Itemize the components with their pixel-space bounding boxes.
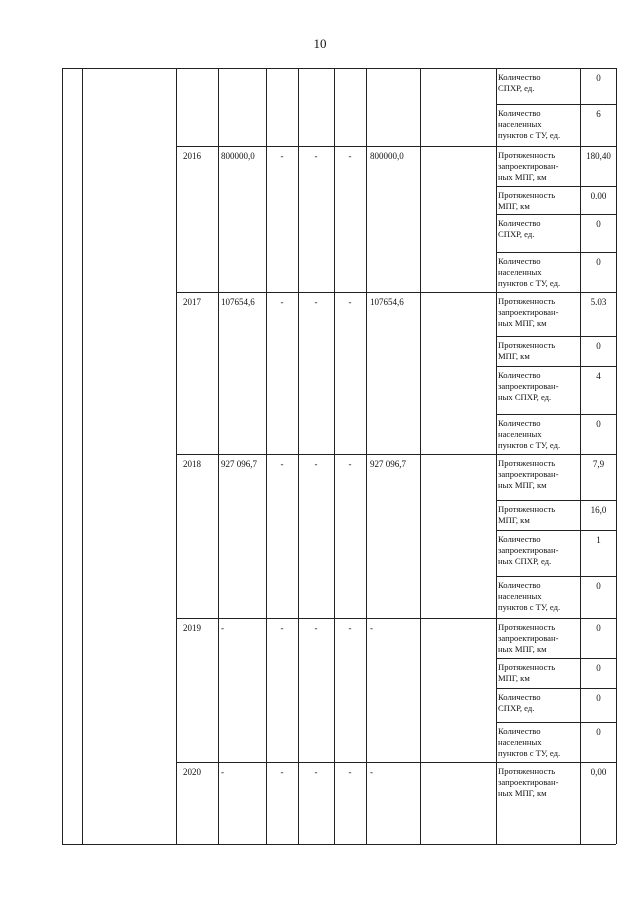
- indicator-label: Количество СПХР, ед.: [498, 218, 541, 239]
- indicator-value: 0: [596, 73, 601, 83]
- year-block-border: [176, 618, 616, 619]
- cell-c2: -: [314, 767, 318, 777]
- cell-c3: -: [348, 767, 352, 777]
- cell-year: 2017: [183, 297, 201, 307]
- cell-c2: -: [314, 297, 318, 307]
- year-block-border: [176, 292, 616, 293]
- cell-c2: -: [314, 623, 318, 633]
- indicator-label: Количество запроектирован- ных СПХР, ед.: [498, 534, 559, 566]
- indicator-label: Протяженность запроектирован- ных МПГ, км: [498, 296, 559, 328]
- indicator-row-border: [496, 500, 616, 501]
- column-border: [616, 68, 617, 844]
- cell-year: 2019: [183, 623, 201, 633]
- indicator-label: Протяженность МПГ, км: [498, 662, 556, 683]
- cell-total: 107654,6: [221, 297, 255, 307]
- cell-c1: -: [280, 459, 284, 469]
- indicator-row-border: [496, 530, 616, 531]
- year-block-border: [176, 146, 616, 147]
- year-block-border: [176, 762, 616, 763]
- cell-sum: -: [370, 767, 373, 777]
- indicator-value: 16,0: [590, 505, 607, 515]
- indicator-value: 0: [596, 219, 601, 229]
- indicator-label: Количество СПХР, ед.: [498, 72, 541, 93]
- indicator-label: Количество населенных пунктов с ТУ, ед.: [498, 726, 561, 758]
- cell-total: -: [221, 767, 224, 777]
- column-border: [218, 68, 219, 844]
- indicator-value: 5.03: [590, 297, 607, 307]
- indicator-value: 7,9: [592, 459, 605, 469]
- column-border: [82, 68, 83, 844]
- column-border: [334, 68, 335, 844]
- indicator-row-border: [496, 104, 616, 105]
- indicator-label: Протяженность МПГ, км: [498, 190, 556, 211]
- indicator-value: 1: [596, 535, 601, 545]
- indicator-value: 0: [596, 257, 601, 267]
- indicator-label: Протяженность МПГ, км: [498, 504, 556, 525]
- indicator-label: Количество населенных пунктов с ТУ, ед.: [498, 256, 561, 288]
- column-border: [298, 68, 299, 844]
- cell-total: -: [221, 623, 224, 633]
- cell-c1: -: [280, 151, 284, 161]
- cell-sum: 107654,6: [370, 297, 404, 307]
- indicator-value: 0.00: [590, 191, 607, 201]
- table-bottom-border: [62, 844, 616, 845]
- indicator-row-border: [496, 688, 616, 689]
- cell-sum: 927 096,7: [370, 459, 406, 469]
- indicator-row-border: [496, 186, 616, 187]
- indicator-label: Количество СПХР, ед.: [498, 692, 541, 713]
- column-border: [420, 68, 421, 844]
- column-border: [496, 68, 497, 844]
- indicator-value: 0: [596, 341, 601, 351]
- cell-c2: -: [314, 151, 318, 161]
- indicator-row-border: [496, 252, 616, 253]
- indicator-label: Протяженность запроектирован- ных МПГ, км: [498, 766, 559, 798]
- indicator-row-border: [496, 576, 616, 577]
- cell-c3: -: [348, 297, 352, 307]
- column-border: [62, 68, 63, 844]
- cell-year: 2020: [183, 767, 201, 777]
- indicator-value: 0: [596, 623, 601, 633]
- cell-sum: 800000,0: [370, 151, 404, 161]
- indicator-row-border: [496, 366, 616, 367]
- cell-year: 2016: [183, 151, 201, 161]
- cell-c3: -: [348, 151, 352, 161]
- indicator-label: Количество запроектирован- ных СПХР, ед.: [498, 370, 559, 402]
- cell-c3: -: [348, 623, 352, 633]
- year-block-border: [176, 454, 616, 455]
- cell-sum: -: [370, 623, 373, 633]
- column-border: [580, 68, 581, 844]
- indicator-row-border: [496, 414, 616, 415]
- cell-c3: -: [348, 459, 352, 469]
- indicator-value: 0,00: [590, 767, 607, 777]
- indicator-value: 0: [596, 693, 601, 703]
- indicator-label: Протяженность запроектирован- ных МПГ, км: [498, 622, 559, 654]
- indicator-value: 180,40: [586, 151, 611, 161]
- indicator-row-border: [496, 722, 616, 723]
- indicator-label: Протяженность МПГ, км: [498, 340, 556, 361]
- cell-total: 800000,0: [221, 151, 255, 161]
- indicator-row-border: [496, 336, 616, 337]
- indicator-label: Протяженность запроектирован- ных МПГ, км: [498, 458, 559, 490]
- indicator-row-border: [496, 658, 616, 659]
- column-border: [266, 68, 267, 844]
- column-border: [176, 68, 177, 844]
- indicator-value: 0: [596, 581, 601, 591]
- indicator-label: Протяженность запроектирован- ных МПГ, км: [498, 150, 559, 182]
- cell-c1: -: [280, 297, 284, 307]
- indicator-value: 6: [596, 109, 601, 119]
- indicator-label: Количество населенных пунктов с ТУ, ед.: [498, 418, 561, 450]
- indicator-value: 0: [596, 663, 601, 673]
- table-top-border: [62, 68, 616, 69]
- cell-c2: -: [314, 459, 318, 469]
- indicator-label: Количество населенных пунктов с ТУ, ед.: [498, 580, 561, 612]
- indicator-row-border: [496, 214, 616, 215]
- indicator-value: 4: [596, 371, 601, 381]
- cell-total: 927 096,7: [221, 459, 257, 469]
- column-border: [366, 68, 367, 844]
- indicator-value: 0: [596, 419, 601, 429]
- cell-c1: -: [280, 623, 284, 633]
- cell-c1: -: [280, 767, 284, 777]
- cell-year: 2018: [183, 459, 201, 469]
- page-number: 10: [313, 36, 327, 51]
- indicator-label: Количество населенных пунктов с ТУ, ед.: [498, 108, 561, 140]
- indicator-value: 0: [596, 727, 601, 737]
